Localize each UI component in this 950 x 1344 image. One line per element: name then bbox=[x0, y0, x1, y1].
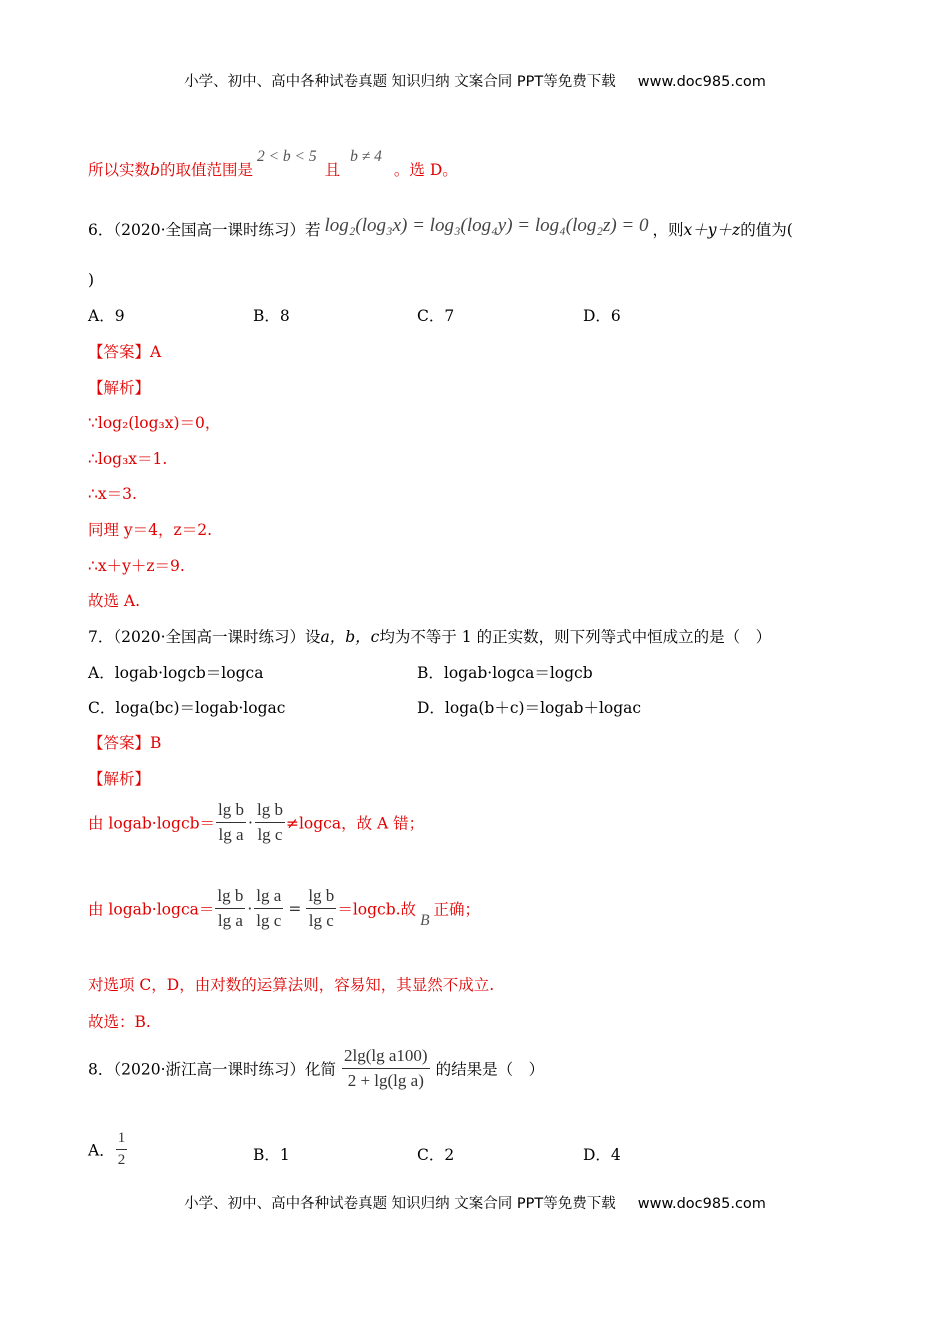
frac-den: lg c bbox=[308, 911, 334, 930]
mult-dot: · bbox=[248, 813, 253, 832]
q8-source: （2020·浙江高一课时练习）化简 bbox=[113, 1060, 336, 1079]
q6-step-1: ∵log₂(log₃x)＝0， bbox=[88, 414, 221, 432]
q6-close: ) bbox=[88, 271, 95, 289]
q7-source: （2020·全国高一课时练习）设 bbox=[113, 628, 321, 646]
q7-l2-frac-2 bbox=[254, 886, 283, 931]
q8-option-c[interactable]: C．2 bbox=[417, 1146, 455, 1164]
q6-equation: log₂(log₃x) = log₃(log₄y) = log₄(log₂z) = 0 bbox=[324, 215, 649, 236]
q8-option-a[interactable] bbox=[88, 1130, 128, 1169]
q7-analysis-label: 【解析】 bbox=[88, 770, 151, 788]
q7-vars: a，b，c bbox=[320, 628, 380, 646]
q7-analysis-line-2 bbox=[88, 886, 480, 931]
q7-l1-prefix: 由 logab·logcb＝ bbox=[88, 814, 216, 833]
q6-step-3: ∴x＝3. bbox=[88, 485, 137, 503]
q7-l1-frac-1 bbox=[216, 800, 246, 845]
q7-desc: 均为不等于 1 的正实数，则下列等式中恒成立的是（ ） bbox=[379, 628, 772, 646]
q6-stem bbox=[88, 215, 793, 240]
q7-l1-frac-2 bbox=[255, 800, 285, 845]
q7-l2-frac-1 bbox=[215, 886, 245, 931]
q7-option-c[interactable]: C．loga(bc)＝logab·logac bbox=[88, 699, 286, 717]
q7-l1-suffix: ≠logca，故 A 错； bbox=[285, 814, 425, 833]
q7-l2-prefix: 由 logab·logca＝ bbox=[88, 900, 215, 919]
q5-var: b bbox=[150, 161, 160, 179]
frac-num: lg b bbox=[255, 800, 285, 823]
q6-step-2: ∴log₃x＝1. bbox=[88, 450, 168, 468]
q7-answer: 【答案】B bbox=[88, 734, 162, 752]
q5-end: 。选 D。 bbox=[393, 161, 458, 179]
q8-option-a-label: A． bbox=[88, 1141, 115, 1160]
q8-number: 8． bbox=[88, 1060, 114, 1079]
q6-source: （2020·全国高一课时练习）若 bbox=[113, 221, 321, 239]
q5-neq: b ≠ 4 bbox=[350, 148, 382, 165]
q7-analysis-line-4: 故选：B. bbox=[88, 1013, 151, 1031]
frac-num: lg b bbox=[216, 800, 246, 823]
frac-num: 1 bbox=[116, 1130, 128, 1150]
q7-option-d[interactable]: D．loga(b＋c)＝logab＋logac bbox=[417, 699, 642, 717]
q8-option-b[interactable]: B．1 bbox=[253, 1146, 290, 1164]
page-header bbox=[0, 70, 950, 91]
frac-num: 2lg(lg a100) bbox=[342, 1046, 430, 1069]
q8-option-d[interactable]: D．4 bbox=[583, 1146, 621, 1164]
q7-analysis-line-3: 对选项 C，D，由对数的运算法则，容易知，其显然不成立. bbox=[88, 976, 495, 994]
q6-ask: ，则 bbox=[652, 221, 684, 239]
q7-number: 7． bbox=[88, 628, 114, 646]
q5-mid: 的取值范围是 bbox=[159, 161, 253, 179]
q8-fraction bbox=[342, 1046, 430, 1091]
q7-stem bbox=[88, 627, 771, 647]
footer-site[interactable]: www.doc985.com bbox=[637, 1196, 766, 1212]
q8-option-a-frac bbox=[116, 1130, 128, 1169]
q6-option-a[interactable]: A．9 bbox=[88, 307, 125, 325]
frac-den: lg a bbox=[218, 825, 244, 844]
frac-den: lg a bbox=[217, 911, 243, 930]
q8-ask: 的结果是（ ） bbox=[435, 1060, 545, 1079]
frac-num: lg b bbox=[306, 886, 336, 909]
page-footer bbox=[0, 1192, 950, 1213]
q7-l2-suffix: ＝logcb.故 bbox=[337, 900, 417, 919]
frac-den: lg c bbox=[257, 825, 283, 844]
equals-sign: = bbox=[288, 899, 302, 918]
header-site[interactable]: www.doc985.com bbox=[637, 74, 766, 90]
q5-and: 且 bbox=[324, 161, 341, 179]
q6-option-b[interactable]: B．8 bbox=[253, 307, 290, 325]
q7-analysis-line-1 bbox=[88, 800, 424, 845]
frac-den: 2 bbox=[117, 1152, 126, 1168]
q5-prefix: 所以实数 bbox=[88, 161, 151, 179]
mult-dot: · bbox=[247, 899, 253, 918]
q6-ask-end: 的值为( bbox=[740, 221, 793, 239]
q6-step-6: 故选 A. bbox=[88, 592, 141, 610]
frac-den: lg c bbox=[256, 911, 282, 930]
q6-expr: x＋y＋z bbox=[683, 221, 741, 239]
q8-stem bbox=[88, 1046, 544, 1091]
q5-range: 2 < b < 5 bbox=[256, 148, 317, 165]
footer-text: 小学、初中、高中各种试卷真题 知识归纳 文案合同 PPT等免费下载 bbox=[184, 1196, 616, 1212]
q7-l2-b: B bbox=[420, 911, 430, 929]
frac-den: 2 + lg(lg a) bbox=[347, 1071, 424, 1090]
q6-step-4: 同理 y＝4，z＝2. bbox=[88, 521, 213, 539]
q6-analysis-label: 【解析】 bbox=[88, 379, 151, 397]
q5-conclusion bbox=[88, 148, 458, 181]
frac-num: lg a bbox=[254, 886, 283, 909]
q7-option-b[interactable]: B．logab·logca＝logcb bbox=[417, 664, 593, 682]
q7-l2-frac-3 bbox=[306, 886, 336, 931]
q6-number: 6． bbox=[88, 221, 114, 239]
q6-step-5: ∴x＋y＋z＝9. bbox=[88, 557, 185, 575]
q7-l2-end: 正确； bbox=[433, 900, 481, 919]
q6-option-c[interactable]: C．7 bbox=[417, 307, 455, 325]
q6-answer: 【答案】A bbox=[88, 343, 162, 361]
frac-num: lg b bbox=[215, 886, 245, 909]
q6-option-d[interactable]: D．6 bbox=[583, 307, 621, 325]
header-text: 小学、初中、高中各种试卷真题 知识归纳 文案合同 PPT等免费下载 bbox=[184, 74, 616, 90]
q7-option-a[interactable]: A．logab·logcb＝logca bbox=[88, 664, 264, 682]
